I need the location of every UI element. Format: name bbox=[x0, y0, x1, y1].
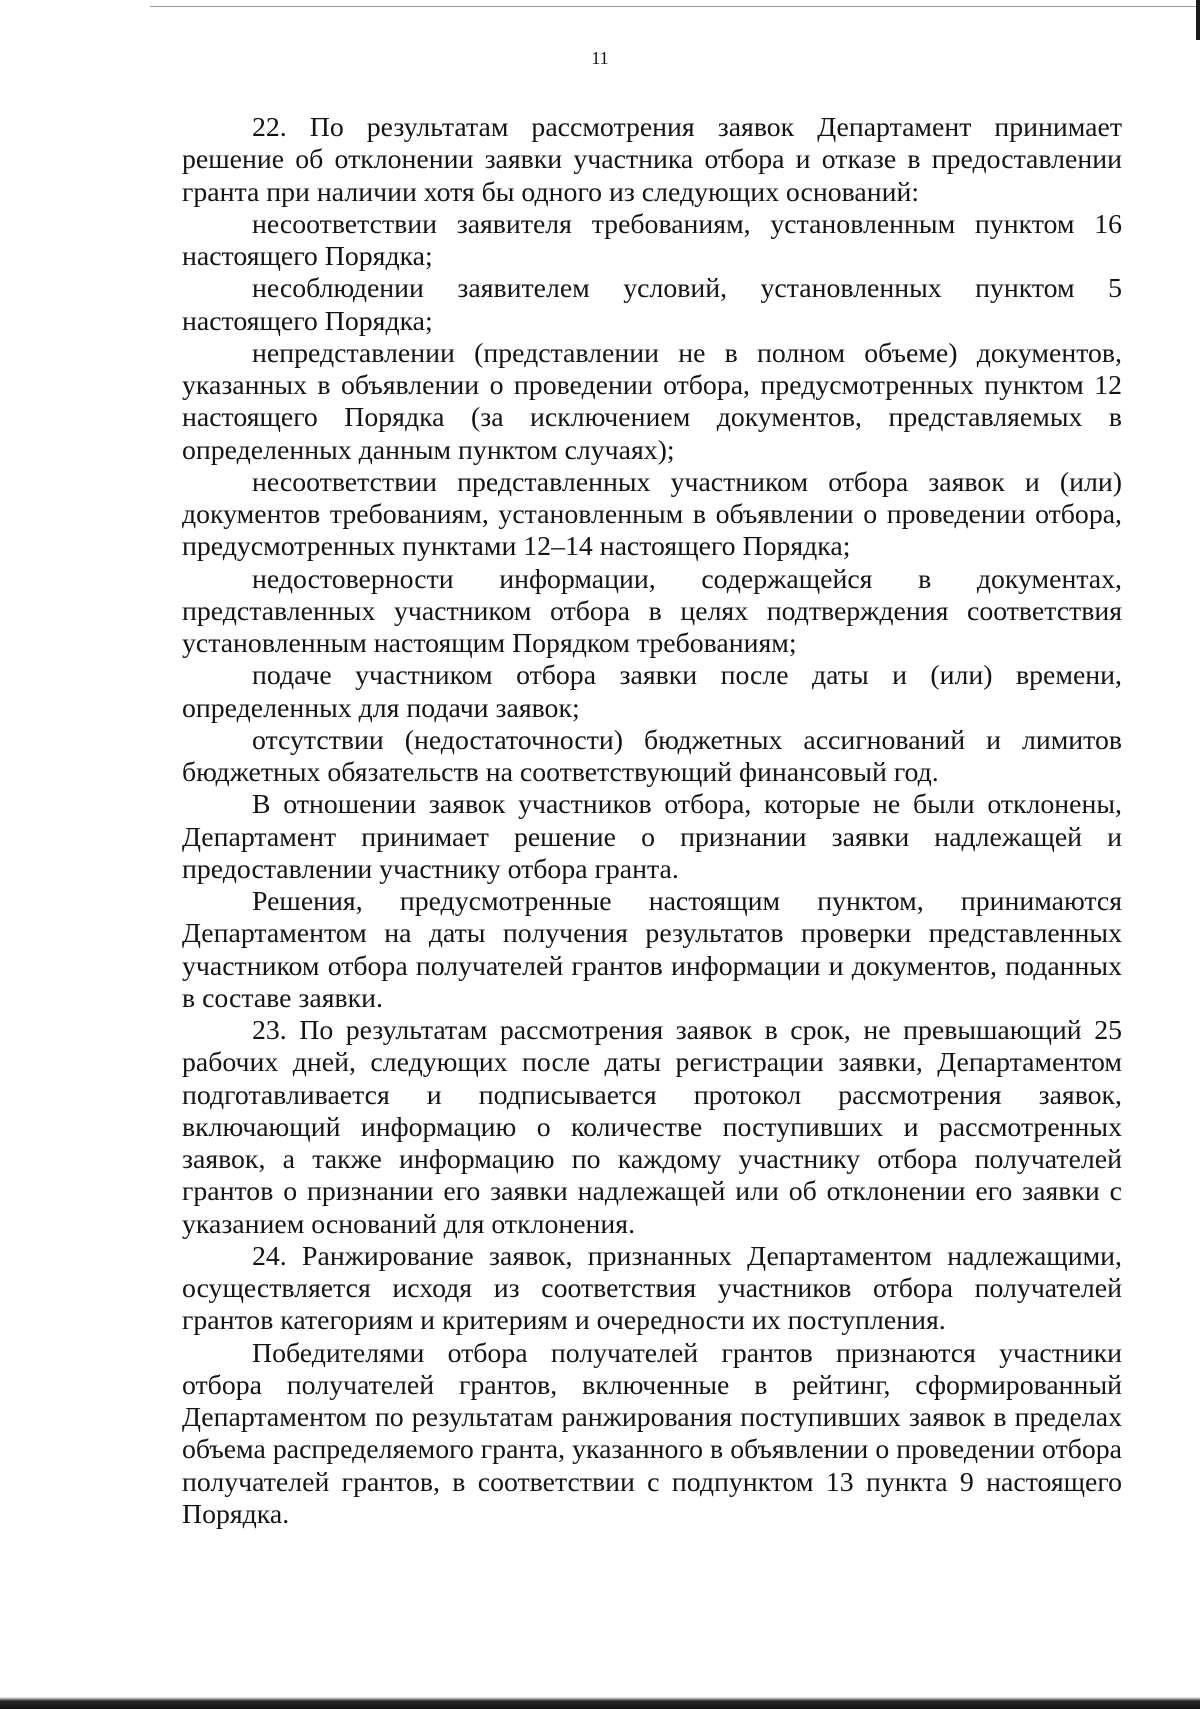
ground-documents-not-submitted: непредставлении (представлении не в полном объеме) документов, указанных в объявлении о проведении отбора, предусмотренных пунктом 12 настоящего Порядка (за исключением документов, представляемых в определенных данным пунктом случаях); bbox=[182, 337, 1122, 466]
ground-late-submission: подаче участником отбора заявки после даты и (или) времени, определенных для подачи заявок; bbox=[182, 660, 1122, 724]
paragraph-not-rejected: В отношении заявок участников отбора, которые не были отклонены, Департамент принимает решение о признании заявки надлежащей и предоставлении участнику отбора гранта. bbox=[182, 789, 1122, 885]
ground-nonobservance-conditions: несоблюдении заявителем условий, установленных пунктом 5 настоящего Порядка; bbox=[182, 273, 1122, 337]
scan-edge-top bbox=[150, 6, 1200, 7]
page-number: 11 bbox=[591, 48, 609, 68]
paragraph-decisions: Решения, предусмотренные настоящим пунктом, принимаются Департаментом на даты получения результатов проверки представленных участником отбора получателей грантов информации и документов, поданных в составе заявки. bbox=[182, 886, 1122, 1014]
ground-noncompliance-requirements: несоответствии заявителя требованиям, установленным пунктом 16 настоящего Порядка; bbox=[182, 208, 1122, 272]
scan-edge-bottom bbox=[0, 1697, 1200, 1709]
paragraph-22: 22. По результатам рассмотрения заявок Департамент принимает решение об отклонении заявки участника отбора и отказе в предоставлении гранта при наличии хотя бы одного из следующих оснований: bbox=[182, 112, 1122, 208]
paragraph-23: 23. По результатам рассмотрения заявок в срок, не превышающий 25 рабочих дней, следующих после даты регистрации заявки, Департаментом подготавливается и подписывается протокол рассмотрения заявок, включающий информацию о количестве поступивших и рассмотренных заявок, а также информацию по каждому участнику отбора получателей грантов о признании его заявки надлежащей или об отклонении его заявки с указанием оснований для отклонения. bbox=[182, 1015, 1122, 1240]
paragraph-24: 24. Ранжирование заявок, признанных Департаментом надлежащими, осуществляется исходя из соответствия участников отбора получателей грантов категориям и критериям и очередности их поступления. bbox=[182, 1240, 1122, 1337]
scan-edge-right bbox=[1196, 0, 1200, 40]
document-body bbox=[182, 112, 1122, 1531]
ground-insufficient-budget: отсутствии (недостаточности) бюджетных ассигнований и лимитов бюджетных обязательств на соответствующий финансовый год. bbox=[182, 724, 1122, 788]
ground-documents-noncompliance: несоответствии представленных участником отбора заявок и (или) документов требованиям, установленным в объявлении о проведении отбора, предусмотренных пунктами 12–14 настоящего Порядка; bbox=[182, 466, 1122, 563]
ground-unreliable-information: недостоверности информации, содержащейся в документах, представленных участником отбора в целях подтверждения соответствия установленным настоящим Порядком требованиям; bbox=[182, 563, 1122, 659]
paragraph-winners: Победителями отбора получателей грантов признаются участники отбора получателей грантов, включенные в рейтинг, сформированный Департаментом по результатам ранжирования поступивших заявок в пределах объема распределяемого гранта, указанного в объявлении о проведении отбора получателей грантов, в соответствии с подпунктом 13 пункта 9 настоящего Порядка. bbox=[182, 1337, 1122, 1530]
